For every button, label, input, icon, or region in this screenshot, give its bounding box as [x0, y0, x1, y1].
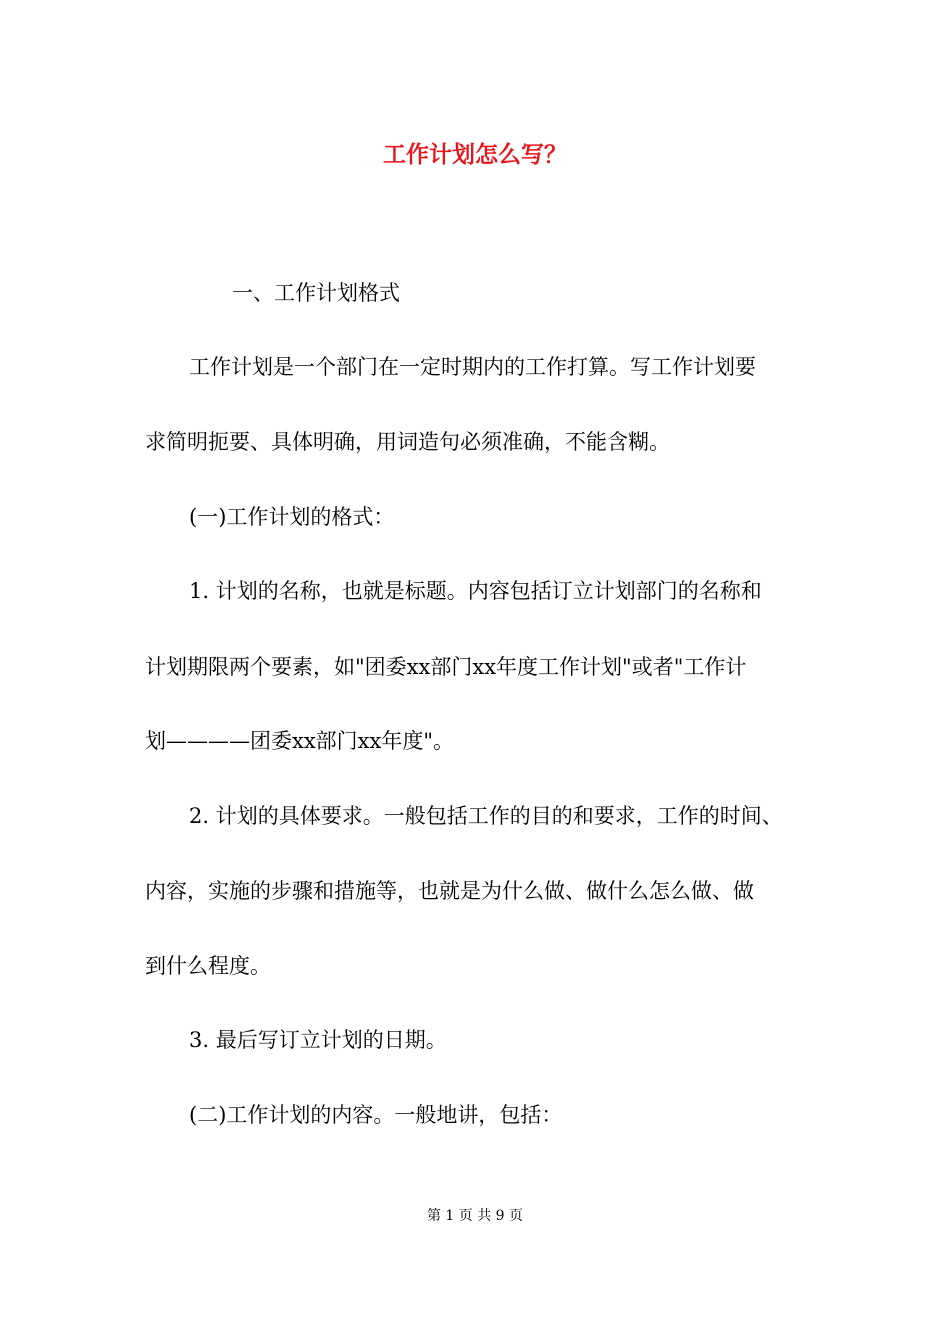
subsection-heading: (二)工作计划的内容。一般地讲，包括：	[189, 1103, 563, 1127]
list-item-line: 划————团委xx部门xx年度"。	[145, 729, 455, 753]
section-heading: 一、工作计划格式	[232, 281, 400, 305]
paragraph-line: 求简明扼要、具体明确，用词造句必须准确，不能含糊。	[145, 430, 670, 454]
list-item-line: 内容，实施的步骤和措施等，也就是为什么做、做什么怎么做、做	[145, 879, 754, 903]
page-number: 第 1 页 共 9 页	[426, 1208, 524, 1224]
list-item-line: 计划期限两个要素，如"团委xx部门xx年度工作计划"或者"工作计	[145, 655, 747, 679]
list-item-line: 1. 计划的名称，也就是标题。内容包括订立计划部门的名称和	[189, 579, 762, 603]
list-item-line: 3. 最后写订立计划的日期。	[189, 1028, 447, 1052]
list-item-line: 2. 计划的具体要求。一般包括工作的目的和要求，工作的时间、	[189, 804, 783, 828]
document-title: 工作计划怎么写？	[383, 141, 567, 168]
subsection-heading: (一)工作计划的格式：	[189, 505, 395, 529]
paragraph-line: 工作计划是一个部门在一定时期内的工作打算。写工作计划要	[189, 355, 756, 379]
list-item-line: 到什么程度。	[145, 954, 271, 978]
